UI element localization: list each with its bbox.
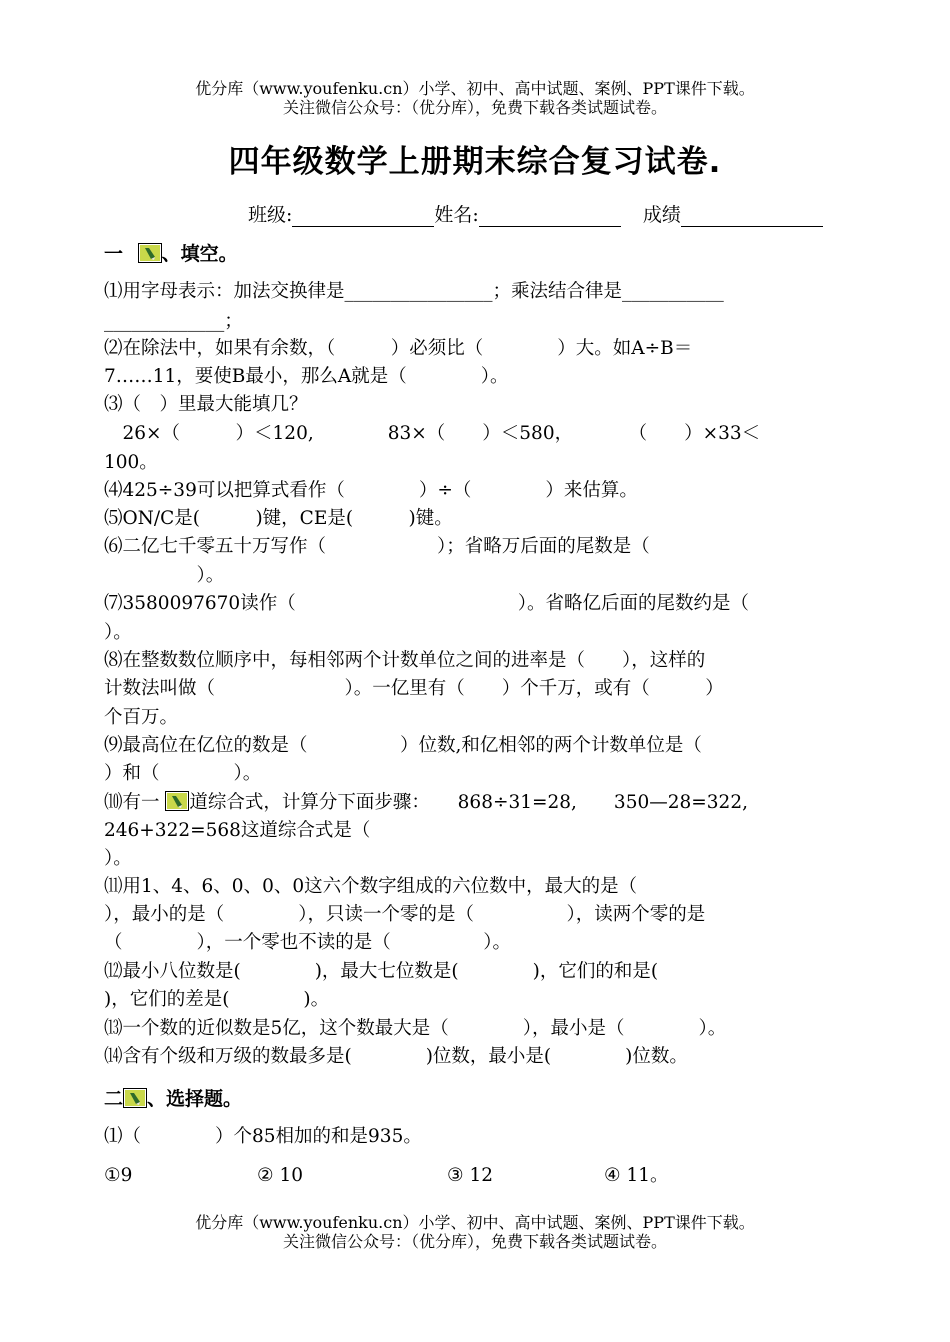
header-line-2: 关注微信公众号：（优分库），免费下载各类试题试卷。 <box>282 98 667 117</box>
pencil-icon <box>165 791 189 811</box>
q11-line-1: ⑾用1、4、6、0、0、0这六个数字组成的六位数中，最大的是（ <box>104 876 638 897</box>
pencil-icon <box>123 1088 147 1108</box>
q3-line-2: 26×（ ）＜120, 83×（ ）＜580， （ ）×33＜ <box>104 423 761 444</box>
header-line-1: 优分库（www.youfenku.cn）小学、初中、高中试题、案例、PPT课件下载。 <box>195 79 755 98</box>
q3-line-1: ⑶（ ）里最大能填几？ <box>104 394 308 415</box>
choice1-option-1: ①9 <box>104 1165 133 1186</box>
q6-line-2: ）。 <box>104 565 225 586</box>
q1-line-2: _____________； <box>104 311 243 332</box>
name-label: 姓名: <box>434 204 479 226</box>
q11-line-3: （ ），一个零也不读的是（ ）。 <box>104 932 512 953</box>
q10-line-2: 246+322=568这道综合式是（ <box>104 820 371 841</box>
q11-line-2: ），最小的是（ ），只读一个零的是（ ），读两个零的是 <box>104 904 706 925</box>
q3-line-3: 100。 <box>104 452 158 473</box>
name-blank[interactable] <box>479 208 621 227</box>
q4-line: ⑷425÷39可以把算式看作（ ）÷（ ）来估算。 <box>104 480 638 501</box>
choice1-option-3: ③ 12 <box>447 1165 494 1186</box>
q2-line-1: ⑵在除法中，如果有余数，（ ）必须比（ ）大。如A÷B＝ <box>104 338 693 359</box>
q2-line-2: 7……11，要使B最小，那么A就是（ ）。 <box>104 366 509 387</box>
section-1-heading <box>104 239 238 266</box>
student-info <box>248 200 823 227</box>
q5-line: ⑸ON/C是( )键，CE是( )键。 <box>104 508 453 529</box>
footer-line-2: 关注微信公众号：（优分库），免费下载各类试题试卷。 <box>282 1232 667 1251</box>
section-2-number: 二 <box>104 1088 124 1110</box>
q14-line: ⒁含有个级和万级的数最多是( )位数，最小是( )位数。 <box>104 1046 688 1067</box>
pencil-icon <box>138 243 162 263</box>
q10-line-1 <box>104 789 848 817</box>
choice1-option-2: ② 10 <box>257 1165 304 1186</box>
q9-line-1: ⑼最高位在亿位的数是（ ）位数,和亿相邻的两个计数单位是（ <box>104 735 702 756</box>
q8-line-3: 个百万。 <box>104 707 179 728</box>
page-title: 四年级数学上册期末综合复习试卷. <box>228 144 722 180</box>
class-label: 班级: <box>248 204 293 226</box>
q13-line: ⒀一个数的近似数是5亿，这个数最大是（ ），最小是（ ）。 <box>104 1018 727 1039</box>
q10-steps: 道综合式，计算分下面步骤： 868÷31=28, 350—28=322, <box>189 792 748 813</box>
choice1-option-4: ④ 11。 <box>604 1165 669 1186</box>
section-2-heading <box>104 1084 242 1111</box>
q8-line-2: 计数法叫做（ ）。一亿里有（ ）个千万，或有（ ） <box>104 678 724 699</box>
score-label: 成绩 <box>642 204 681 226</box>
q10-line-3: ）。 <box>104 848 132 869</box>
q7-line-2: ）。 <box>104 622 132 643</box>
q1-line-1: ⑴用字母表示：加法交换律是________________；乘法结合律是___________ <box>104 281 724 302</box>
q7-line-1: ⑺3580097670读作（ ）。省略亿后面的尾数约是（ <box>104 593 749 614</box>
q12-line-2: )，它们的差是( )。 <box>104 989 330 1010</box>
q8-line-1: ⑻在整数数位顺序中，每相邻两个计数单位之间的进率是（ ），这样的 <box>104 650 706 671</box>
q12-line-1: ⑿最小八位数是( )，最大七位数是( )，它们的和是( <box>104 961 659 982</box>
q9-line-2: ）和（ ）。 <box>104 763 262 784</box>
score-blank[interactable] <box>681 208 823 227</box>
class-blank[interactable] <box>292 208 434 227</box>
section-1-label: 、填空。 <box>161 243 238 265</box>
footer-line-1: 优分库（www.youfenku.cn）小学、初中、高中试题、案例、PPT课件下载。 <box>195 1213 755 1232</box>
section-1-number: 一 <box>104 243 124 265</box>
q10-prefix: ⑽有一 <box>104 792 160 813</box>
choice1-question: ⑴（ ）个85相加的和是935。 <box>104 1126 422 1147</box>
q6-line-1: ⑹二亿七千零五十万写作（ ）；省略万后面的尾数是（ <box>104 536 650 557</box>
section-2-label: 、选择题。 <box>147 1088 243 1110</box>
